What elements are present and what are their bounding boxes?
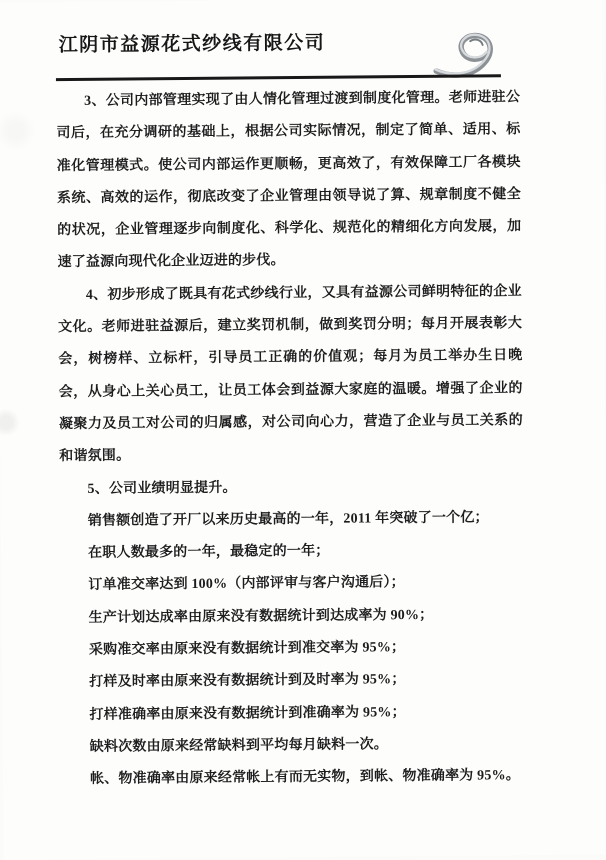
paragraph-4: 4、初步形成了既具有花式纱线行业，又具有益源公司鲜明特征的企业文化。老师进驻益源后，建立奖罚机制，做到奖罚分明；每月开展表彰大会，树榜样、立标杆，引导员工正确的价值观；每月为员工举办生日晚会，从身心上关心员工，让员工体会到益源大家庭的温暖。增强了企业的凝聚力及员工对公司的归属感，对公司向心力，营造了企业与员工关系的和谐氛围。 [58,283,524,465]
document-body [56,82,526,797]
metric-sales: 销售额创造了开厂以来历史最高的一年，2011 年突破了一个亿； [87,510,489,529]
metric-sample-timeliness-rate: 打样及时率由原来没有数据统计到及时率为 95%； [89,672,406,691]
paragraph-5-heading: 5、公司业绩明显提升。 [87,480,237,497]
yarn-knot-icon [429,22,507,79]
metric-headcount: 在职人数最多的一年，最稳定的一年； [88,543,330,562]
metric-inventory-accuracy: 帐、物准确率由原来经常帐上有而无实物，到帐、物准确率为 95%。 [89,768,521,788]
metric-sample-accuracy-rate: 打样准确率由原来没有数据统计到准确率为 95%； [89,704,406,723]
paragraph-3: 3、公司内部管理实现了由人情化管理过渡到制度化管理。老师进驻公司后，在充分调研的基础上，根据公司实际情况，制定了简单、适用、标准化管理模式。使公司内部运作更顺畅，更高效了，有效保障工厂各模块系统、高效的运作，彻底改变了企业管理由领导说了算、规章制度不健全的状况，企业管理逐步向制度化、科学化、规范化的精细化方向发展，加速了益源向现代化企业迈进的步伐。 [56,90,522,271]
metric-order-delivery-rate: 订单准交率达到 100%（内部评审与客户沟通后）； [88,575,405,594]
metric-material-shortage: 缺料次数由原来经常缺料到平均每月缺料一次。 [89,737,389,755]
metric-production-plan-rate: 生产计划达成率由原来没有数据统计到达成率为 90%； [88,607,434,626]
metric-purchase-delivery-rate: 采购准交率由原来没有数据统计到准交率为 95%； [88,640,406,658]
company-name: 江阴市益源花式纱线有限公司 [58,32,326,57]
header-rule [56,74,501,81]
